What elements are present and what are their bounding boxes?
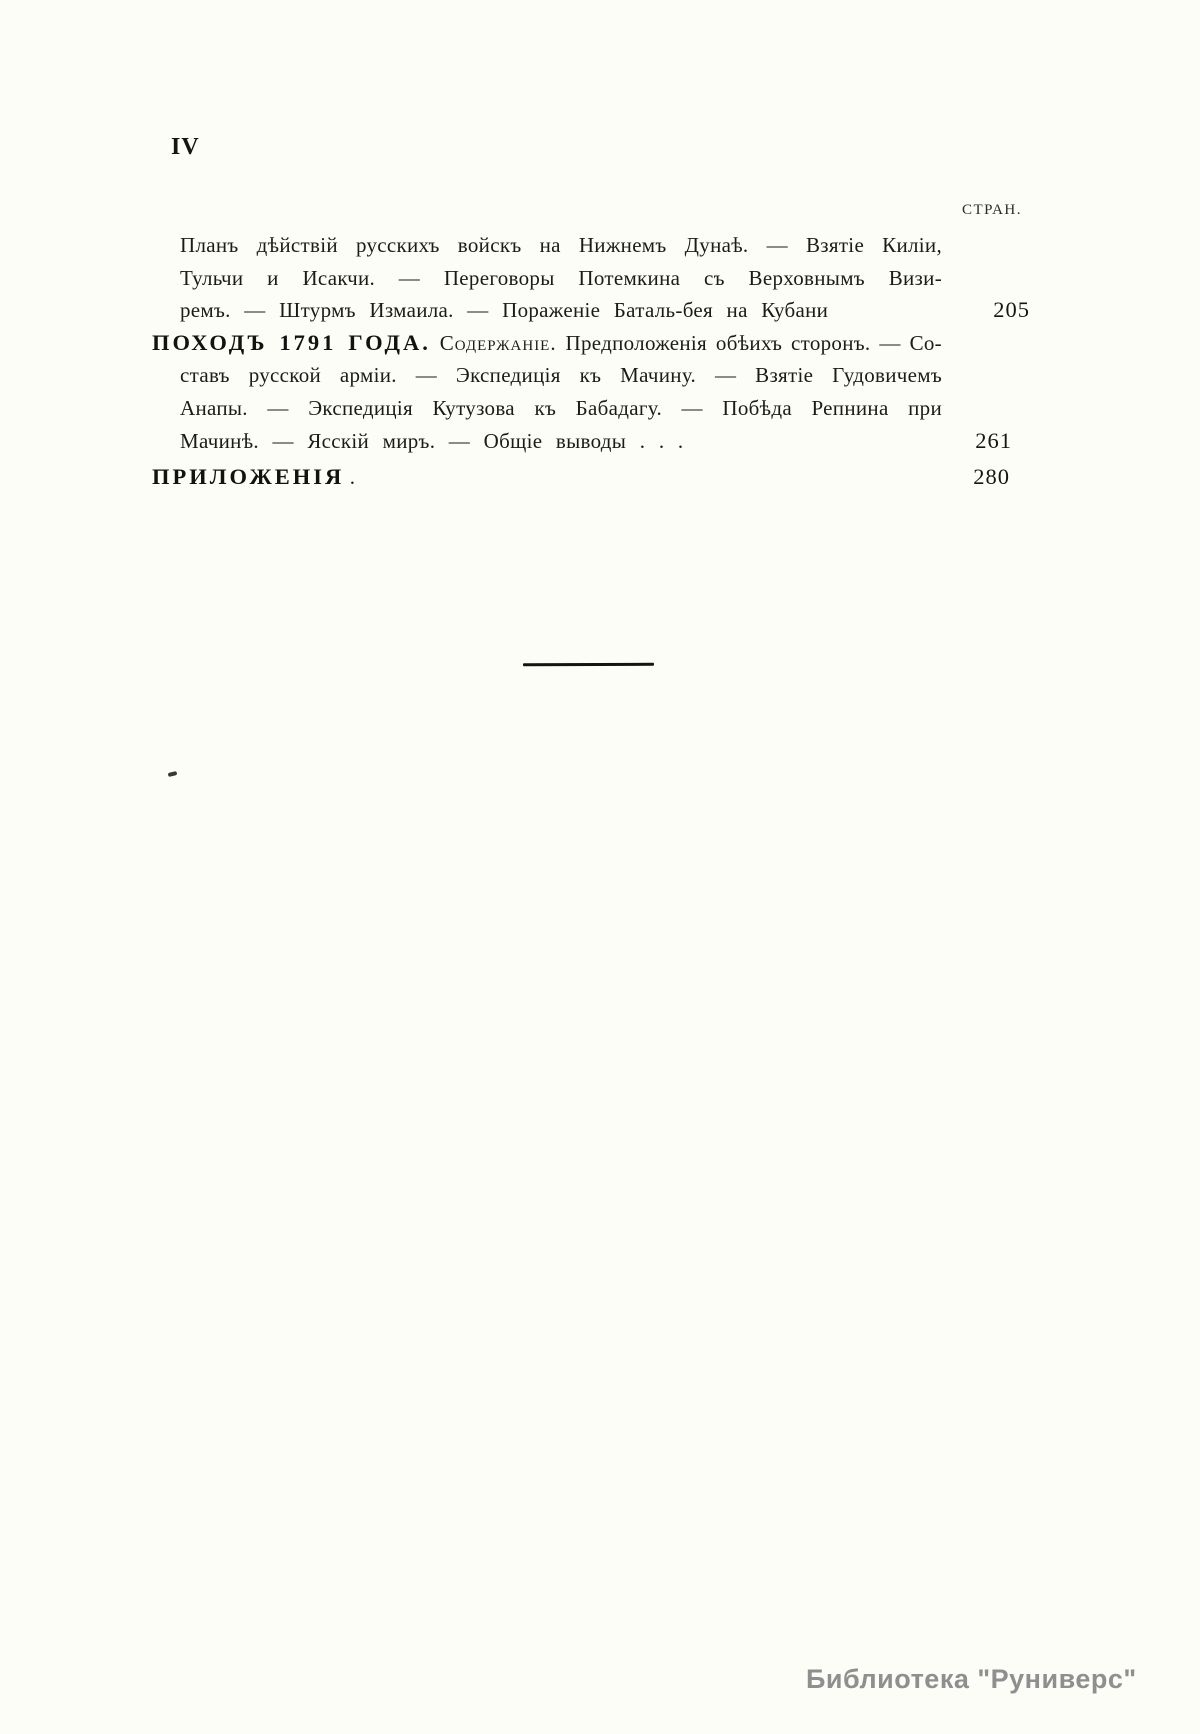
page-folio: IV [171, 134, 200, 160]
toc-page-number: 261 [975, 427, 1012, 453]
library-watermark: Библиотека "Руниверс" [806, 1664, 1137, 1694]
toc-line: Мачинѣ. — Ясскій миръ. — Общіе выводы . . . [180, 428, 684, 453]
toc-line-text: . [349, 465, 356, 490]
toc-line [152, 461, 942, 494]
toc-line: Тульчи и Исакчи. — Переговоры Потемкина съ Верховнымъ Визи- [180, 265, 942, 290]
page-column-header: СТРАН. [961, 202, 1022, 218]
toc-page-number: 280 [973, 464, 1010, 490]
toc-line: ставъ русской арміи. — Экспедиція къ Мачину. — Взятіе Гудовичемъ [180, 363, 942, 388]
table-of-contents [152, 229, 1030, 494]
toc-entry [152, 327, 1030, 457]
toc-entry [152, 461, 1030, 494]
toc-line: Анапы. — Экспедиція Кутузова къ Бабадагу. — Побѣда Репнина при [180, 395, 942, 420]
toc-page-number: 205 [993, 297, 1030, 323]
chapter-heading: ПРИЛОЖЕНІЯ [152, 464, 345, 490]
toc-entry [152, 229, 1030, 327]
section-divider [523, 663, 654, 666]
chapter-subheading: Содержаніе. [439, 330, 557, 355]
toc-line: Планъ дѣйствій русскихъ войскъ на Нижнемъ Дунаѣ. — Взятіе Киліи, [180, 233, 942, 257]
ink-speck [168, 771, 178, 777]
toc-line [152, 327, 942, 360]
toc-line: ремъ. — Штурмъ Измаила. — Пораженіе Баталь-бея на Кубани [180, 298, 829, 323]
chapter-heading: ПОХОДЪ 1791 ГОДА. [152, 329, 431, 355]
toc-line-text: Предположенія обѣихъ сторонъ. — Со- [565, 330, 942, 355]
